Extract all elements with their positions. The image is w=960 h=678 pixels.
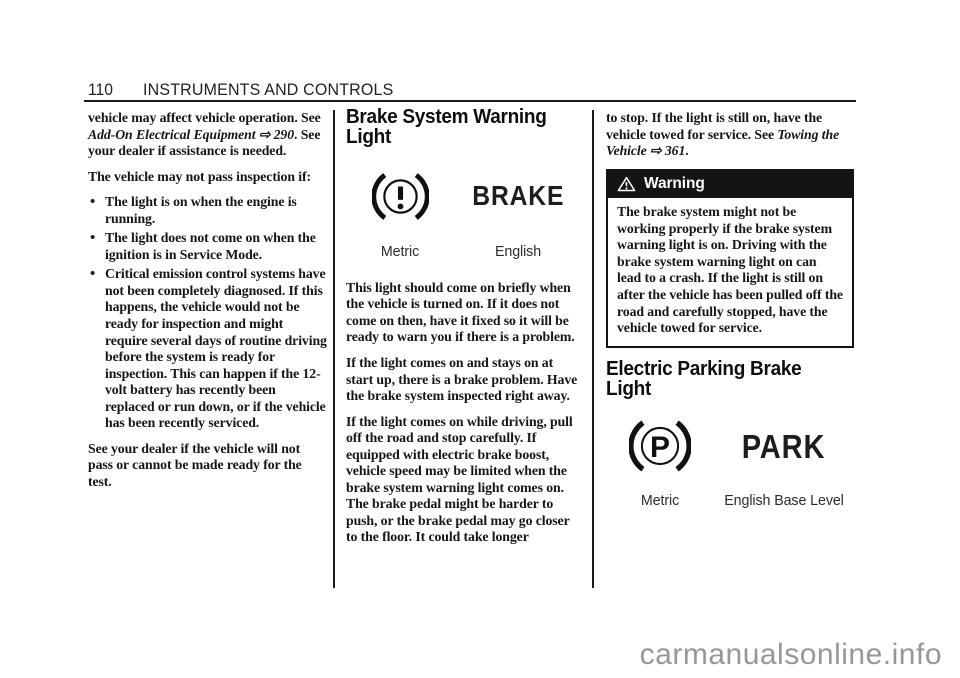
watermark: carmanualsonline.info — [639, 638, 942, 671]
paragraph — [88, 110, 328, 160]
column-3 — [606, 110, 854, 510]
warning-header — [608, 171, 852, 199]
text-run: . See your dealer if assistance is needed. — [88, 126, 321, 159]
parking-brake-telltale-figure — [606, 416, 854, 510]
parking-brake-icon — [606, 416, 714, 476]
brake-word: BRAKE — [471, 180, 565, 212]
list-item: • The light is on when the engine is running. — [88, 194, 328, 227]
page-header-title: INSTRUMENTS AND CONTROLS — [143, 80, 394, 99]
caption-english-base-level: English Base Level — [724, 492, 844, 510]
caption-english: English — [494, 242, 542, 260]
page-number: 110 — [88, 80, 113, 99]
paragraph: If the light comes on and stays on at start up, there is a brake problem. Have the brake system inspected right away. — [346, 354, 578, 404]
column-divider-left — [333, 110, 335, 588]
list-item: • The light does not come on when the ignition is in Service Mode. — [88, 230, 328, 263]
caption-metric: Metric — [380, 242, 420, 260]
cross-reference: Towing the Vehicle ⇨ 361 — [606, 126, 840, 159]
section-heading-brake-system-warning-light: Brake System Warning Light — [346, 106, 547, 149]
brake-telltale-figure — [346, 169, 582, 261]
park-word: PARK — [742, 427, 826, 465]
paragraph: If the light comes on while driving, pull off the road and stop carefully. If equipped with electric brake boost, vehicle speed may be limited when the brake system warning light comes on. The brake pedal might be harder to push, or the brake pedal may go closer to the floor. It could take longer — [346, 413, 573, 545]
park-word-telltale — [714, 427, 854, 467]
figure-symbols-row — [346, 169, 582, 224]
column-2 — [346, 107, 582, 555]
figure-caption-row — [606, 492, 854, 510]
warning-callout-box — [606, 169, 854, 348]
column-1 — [88, 110, 328, 499]
cross-reference: Add-On Electrical Equipment ⇨ 290 — [88, 126, 295, 142]
svg-text:P: P — [650, 431, 670, 465]
figure-symbols-row — [606, 416, 854, 476]
warning-body — [608, 198, 852, 345]
paragraph: See your dealer if the vehicle will not pass or cannot be made ready for the test. — [88, 440, 302, 489]
brake-warning-icon — [346, 169, 454, 224]
caption-metric: Metric — [640, 492, 680, 510]
section-heading-electric-parking-brake-light: Electric Parking Brake Light — [606, 357, 802, 400]
text-run: . — [685, 143, 689, 159]
warning-triangle-icon — [617, 176, 636, 192]
warning-title: Warning — [644, 174, 705, 192]
paragraph — [606, 110, 854, 160]
list-item: • Critical emission control systems have not been completely diagnosed. If this happens, the vehicle would not be ready for inspection and might require several days of routine driving before the system is ready for inspection. This can happen if the 12-volt battery has recently been replaced or run down, or if the vehicle has been recently serviced. — [88, 266, 328, 431]
header-rule — [84, 100, 856, 102]
text-run: vehicle may affect vehicle operation. See — [88, 110, 321, 125]
inspection-bullet-list — [88, 194, 328, 432]
paragraph: This light should come on briefly when the vehicle is turned on. If it does not come on then, have it fixed so it will be ready to warn you if there is a problem. — [346, 279, 575, 345]
column-divider-right — [592, 110, 594, 588]
paragraph: The vehicle may not pass inspection if: — [88, 168, 311, 184]
warning-text: The brake system might not be working properly if the brake system warning light is on. Driving with the brake system warning light on can lead to a crash. If the light is still on after the vehicle has been pulled off the road and carefully stopped, have the vehicle towed for service. — [617, 204, 843, 336]
brake-word-telltale — [454, 179, 582, 213]
text-run: to stop. If the light is still on, have the vehicle towed for service. See — [606, 110, 823, 142]
figure-caption-row — [346, 243, 582, 261]
